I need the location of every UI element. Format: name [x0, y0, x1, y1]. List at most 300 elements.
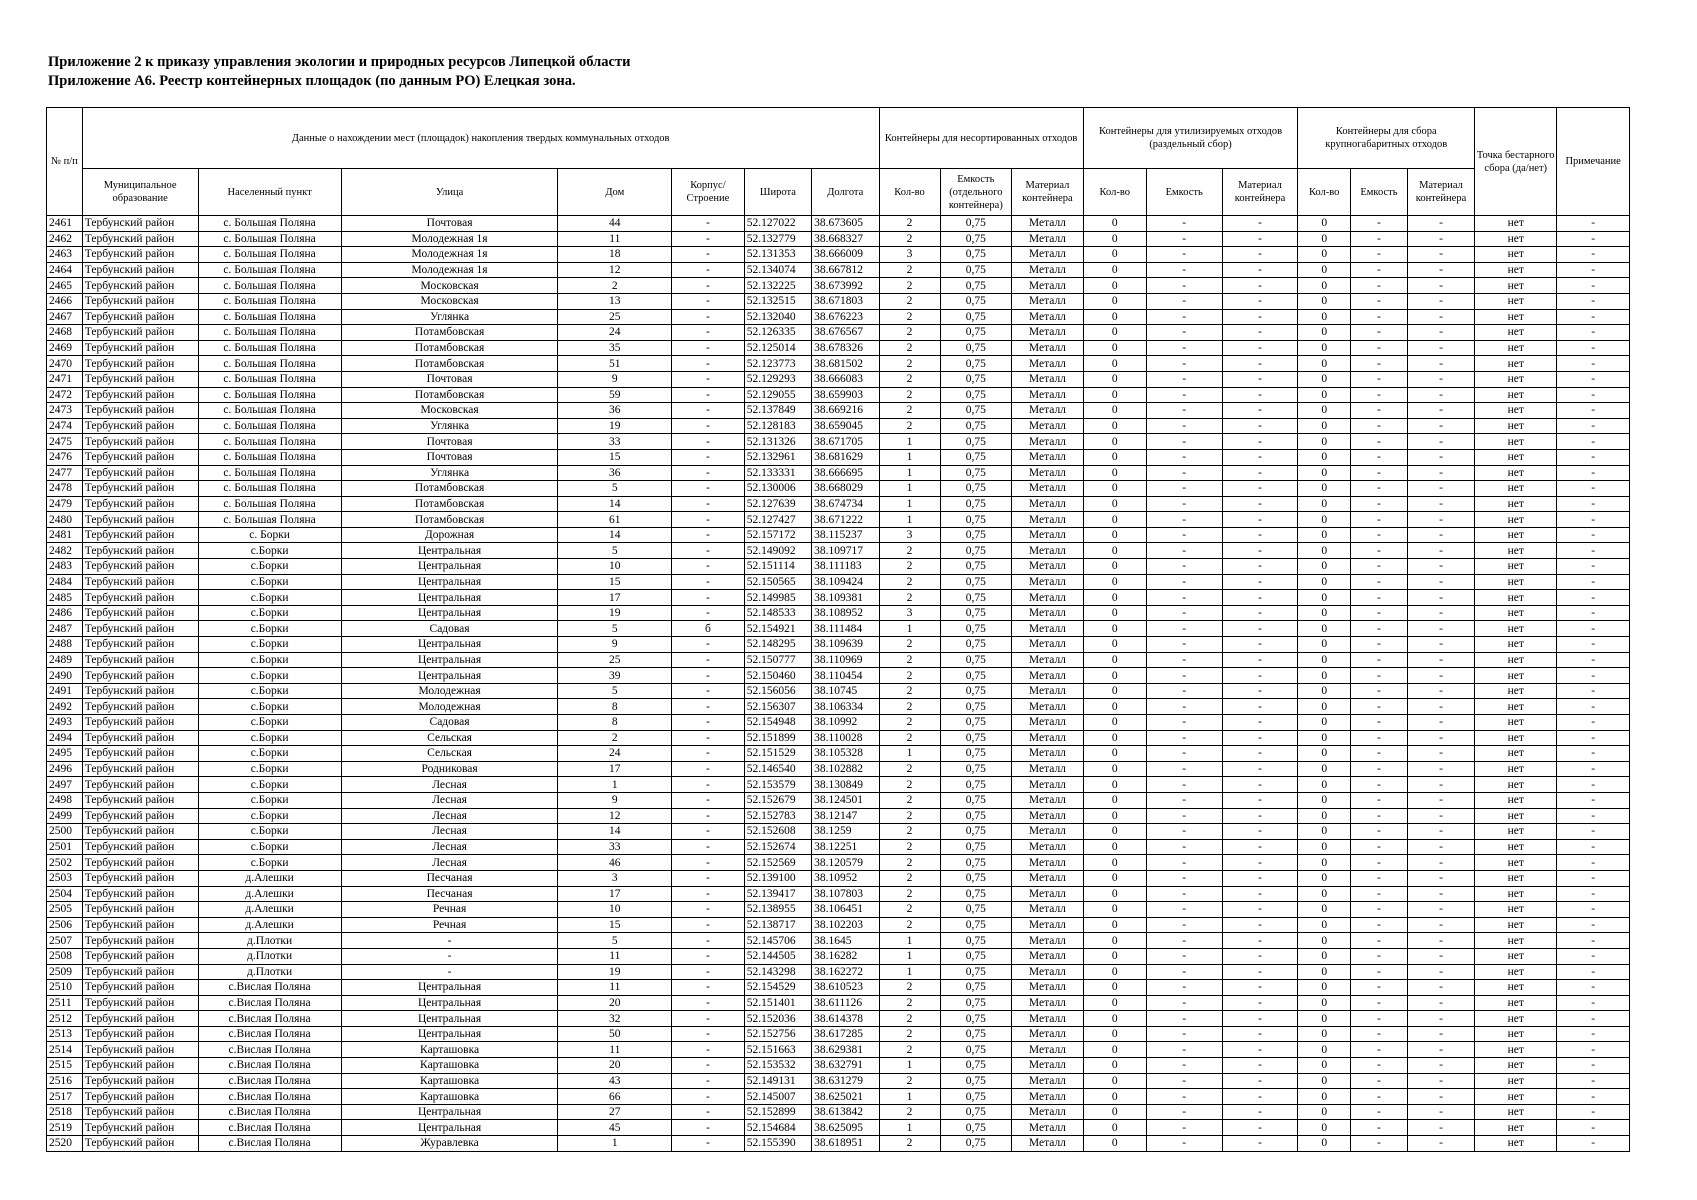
- cell-building: -: [672, 434, 745, 450]
- cell-mixed-material: Металл: [1012, 231, 1084, 247]
- cell-separate-count: 0: [1083, 839, 1146, 855]
- cell-separate-capacity: -: [1146, 216, 1222, 232]
- cell-num: 2494: [47, 730, 83, 746]
- cell-mixed-material: Металл: [1012, 434, 1084, 450]
- cell-lon: 38.111484: [812, 621, 879, 637]
- cell-house: 9: [558, 792, 672, 808]
- cell-separate-material: -: [1222, 356, 1298, 372]
- cell-bulky-material: -: [1407, 995, 1474, 1011]
- cell-separate-count: 0: [1083, 746, 1146, 762]
- cell-separate-count: 0: [1083, 1026, 1146, 1042]
- cell-house: 13: [558, 293, 672, 309]
- cell-building: -: [672, 247, 745, 263]
- cell-mixed-capacity: 0,75: [940, 371, 1012, 387]
- cell-separate-count: 0: [1083, 1120, 1146, 1136]
- cell-lat: 52.152608: [744, 824, 811, 840]
- cell-bulky-material: -: [1407, 387, 1474, 403]
- cell-building: -: [672, 387, 745, 403]
- cell-separate-capacity: -: [1146, 730, 1222, 746]
- cell-municipality: Тербунский район: [82, 870, 198, 886]
- cell-house: 5: [558, 481, 672, 497]
- cell-mixed-count: 2: [879, 387, 940, 403]
- cell-bagless: нет: [1475, 917, 1557, 933]
- cell-separate-material: -: [1222, 590, 1298, 606]
- cell-municipality: Тербунский район: [82, 995, 198, 1011]
- cell-mixed-material: Металл: [1012, 808, 1084, 824]
- cell-street: Песчаная: [341, 886, 558, 902]
- cell-mixed-capacity: 0,75: [940, 839, 1012, 855]
- cell-bulky-count: 0: [1298, 293, 1351, 309]
- cell-bulky-material: -: [1407, 512, 1474, 528]
- cell-separate-capacity: -: [1146, 1011, 1222, 1027]
- cell-separate-material: -: [1222, 777, 1298, 793]
- cell-settlement: с. Большая Поляна: [198, 371, 341, 387]
- cell-lat: 52.145007: [744, 1089, 811, 1105]
- cell-house: 33: [558, 434, 672, 450]
- cell-bulky-material: -: [1407, 1073, 1474, 1089]
- cell-separate-material: -: [1222, 792, 1298, 808]
- cell-municipality: Тербунский район: [82, 1058, 198, 1074]
- table-row: [47, 574, 1630, 590]
- cell-bagless: нет: [1475, 1089, 1557, 1105]
- cell-separate-material: -: [1222, 434, 1298, 450]
- cell-separate-material: -: [1222, 559, 1298, 575]
- cell-lat: 52.131326: [744, 434, 811, 450]
- cell-separate-material: -: [1222, 917, 1298, 933]
- cell-lon: 38.668327: [812, 231, 879, 247]
- cell-bulky-capacity: -: [1351, 699, 1408, 715]
- cell-separate-count: 0: [1083, 325, 1146, 341]
- cell-bulky-capacity: -: [1351, 761, 1408, 777]
- cell-lat: 52.153579: [744, 777, 811, 793]
- cell-separate-material: -: [1222, 1026, 1298, 1042]
- table-row: [47, 1104, 1630, 1120]
- cell-lat: 52.152756: [744, 1026, 811, 1042]
- cell-note: -: [1557, 995, 1630, 1011]
- table-row: [47, 1011, 1630, 1027]
- header-separate-material: Материал контейнера: [1222, 169, 1298, 216]
- cell-building: -: [672, 1089, 745, 1105]
- cell-building: -: [672, 403, 745, 419]
- cell-separate-material: -: [1222, 870, 1298, 886]
- cell-separate-count: 0: [1083, 574, 1146, 590]
- cell-bagless: нет: [1475, 715, 1557, 731]
- cell-mixed-count: 2: [879, 278, 940, 294]
- cell-note: -: [1557, 1073, 1630, 1089]
- cell-bulky-count: 0: [1298, 715, 1351, 731]
- cell-separate-capacity: -: [1146, 496, 1222, 512]
- table-row: [47, 527, 1630, 543]
- cell-note: -: [1557, 216, 1630, 232]
- cell-separate-material: -: [1222, 309, 1298, 325]
- cell-bulky-capacity: -: [1351, 870, 1408, 886]
- cell-municipality: Тербунский район: [82, 590, 198, 606]
- cell-bulky-count: 0: [1298, 371, 1351, 387]
- cell-street: Центральная: [341, 1011, 558, 1027]
- cell-separate-capacity: -: [1146, 590, 1222, 606]
- cell-lon: 38.668029: [812, 481, 879, 497]
- cell-separate-capacity: -: [1146, 715, 1222, 731]
- cell-separate-material: -: [1222, 1120, 1298, 1136]
- cell-note: -: [1557, 1136, 1630, 1152]
- cell-mixed-capacity: 0,75: [940, 543, 1012, 559]
- cell-separate-capacity: -: [1146, 746, 1222, 762]
- cell-lon: 38.659045: [812, 418, 879, 434]
- cell-mixed-count: 2: [879, 777, 940, 793]
- cell-municipality: Тербунский район: [82, 933, 198, 949]
- cell-bulky-count: 0: [1298, 761, 1351, 777]
- cell-bulky-count: 0: [1298, 1026, 1351, 1042]
- cell-bagless: нет: [1475, 1042, 1557, 1058]
- header-location-group: Данные о нахождении мест (площадок) накопления твердых коммунальных отходов: [82, 108, 879, 169]
- cell-settlement: с.Борки: [198, 715, 341, 731]
- cell-separate-material: -: [1222, 839, 1298, 855]
- table-row: [47, 403, 1630, 419]
- cell-separate-material: -: [1222, 247, 1298, 263]
- table-row: [47, 262, 1630, 278]
- cell-lon: 38.110969: [812, 652, 879, 668]
- table-row: [47, 683, 1630, 699]
- cell-separate-material: -: [1222, 824, 1298, 840]
- cell-house: 14: [558, 496, 672, 512]
- cell-bulky-capacity: -: [1351, 1011, 1408, 1027]
- cell-mixed-material: Металл: [1012, 995, 1084, 1011]
- cell-lat: 52.151529: [744, 746, 811, 762]
- cell-house: 46: [558, 855, 672, 871]
- cell-municipality: Тербунский район: [82, 356, 198, 372]
- cell-building: -: [672, 574, 745, 590]
- cell-bulky-capacity: -: [1351, 824, 1408, 840]
- cell-num: 2484: [47, 574, 83, 590]
- cell-bulky-capacity: -: [1351, 574, 1408, 590]
- table-row: [47, 418, 1630, 434]
- cell-municipality: Тербунский район: [82, 980, 198, 996]
- cell-mixed-material: Металл: [1012, 964, 1084, 980]
- cell-house: 44: [558, 216, 672, 232]
- cell-lat: 52.152679: [744, 792, 811, 808]
- cell-bagless: нет: [1475, 559, 1557, 575]
- cell-note: -: [1557, 746, 1630, 762]
- cell-separate-material: -: [1222, 1058, 1298, 1074]
- cell-note: -: [1557, 325, 1630, 341]
- cell-bulky-count: 0: [1298, 917, 1351, 933]
- cell-bulky-material: -: [1407, 715, 1474, 731]
- cell-note: -: [1557, 481, 1630, 497]
- cell-bulky-capacity: -: [1351, 683, 1408, 699]
- cell-building: -: [672, 465, 745, 481]
- cell-building: -: [672, 605, 745, 621]
- table-row: [47, 1042, 1630, 1058]
- cell-bulky-capacity: -: [1351, 777, 1408, 793]
- cell-bulky-material: -: [1407, 808, 1474, 824]
- cell-settlement: с.Борки: [198, 621, 341, 637]
- cell-note: -: [1557, 917, 1630, 933]
- cell-num: 2481: [47, 527, 83, 543]
- cell-house: 8: [558, 715, 672, 731]
- cell-street: Лесная: [341, 777, 558, 793]
- cell-mixed-count: 1: [879, 465, 940, 481]
- cell-bulky-material: -: [1407, 1104, 1474, 1120]
- cell-street: Центральная: [341, 652, 558, 668]
- cell-lat: 52.133331: [744, 465, 811, 481]
- header-lon: Долгота: [812, 169, 879, 216]
- cell-separate-capacity: -: [1146, 855, 1222, 871]
- cell-separate-material: -: [1222, 574, 1298, 590]
- cell-mixed-count: 1: [879, 933, 940, 949]
- table-row: [47, 481, 1630, 497]
- cell-separate-material: -: [1222, 231, 1298, 247]
- cell-lat: 52.128183: [744, 418, 811, 434]
- cell-settlement: с.Вислая Поляна: [198, 1026, 341, 1042]
- cell-bulky-material: -: [1407, 403, 1474, 419]
- cell-house: 14: [558, 527, 672, 543]
- cell-separate-count: 0: [1083, 278, 1146, 294]
- cell-bulky-capacity: -: [1351, 434, 1408, 450]
- cell-mixed-count: 2: [879, 403, 940, 419]
- cell-settlement: с.Борки: [198, 559, 341, 575]
- cell-bagless: нет: [1475, 995, 1557, 1011]
- cell-separate-capacity: -: [1146, 980, 1222, 996]
- cell-settlement: с. Большая Поляна: [198, 387, 341, 403]
- cell-num: 2497: [47, 777, 83, 793]
- cell-mixed-material: Металл: [1012, 870, 1084, 886]
- cell-bulky-count: 0: [1298, 1042, 1351, 1058]
- cell-municipality: Тербунский район: [82, 605, 198, 621]
- cell-bulky-count: 0: [1298, 808, 1351, 824]
- title-line-2: Приложение А6. Реестр контейнерных площадок (по данным РО) Елецкая зона.: [48, 73, 576, 89]
- cell-mixed-capacity: 0,75: [940, 590, 1012, 606]
- header-lat: Широта: [744, 169, 811, 216]
- cell-separate-capacity: -: [1146, 512, 1222, 528]
- cell-lon: 38.629381: [812, 1042, 879, 1058]
- cell-municipality: Тербунский район: [82, 824, 198, 840]
- cell-settlement: д.Плотки: [198, 948, 341, 964]
- cell-separate-count: 0: [1083, 1011, 1146, 1027]
- cell-note: -: [1557, 637, 1630, 653]
- cell-bulky-count: 0: [1298, 1136, 1351, 1152]
- cell-bulky-capacity: -: [1351, 496, 1408, 512]
- cell-separate-capacity: -: [1146, 559, 1222, 575]
- cell-bulky-capacity: -: [1351, 527, 1408, 543]
- cell-lon: 38.669216: [812, 403, 879, 419]
- cell-mixed-material: Металл: [1012, 980, 1084, 996]
- cell-mixed-material: Металл: [1012, 886, 1084, 902]
- cell-lon: 38.617285: [812, 1026, 879, 1042]
- cell-bulky-material: -: [1407, 621, 1474, 637]
- cell-mixed-material: Металл: [1012, 449, 1084, 465]
- cell-num: 2468: [47, 325, 83, 341]
- cell-mixed-material: Металл: [1012, 465, 1084, 481]
- cell-mixed-count: 2: [879, 216, 940, 232]
- cell-municipality: Тербунский район: [82, 948, 198, 964]
- cell-municipality: Тербунский район: [82, 1042, 198, 1058]
- cell-mixed-count: 3: [879, 247, 940, 263]
- cell-settlement: с.Борки: [198, 637, 341, 653]
- cell-house: 15: [558, 449, 672, 465]
- cell-bagless: нет: [1475, 371, 1557, 387]
- cell-separate-capacity: -: [1146, 668, 1222, 684]
- cell-separate-capacity: -: [1146, 449, 1222, 465]
- cell-mixed-capacity: 0,75: [940, 1073, 1012, 1089]
- cell-municipality: Тербунский район: [82, 621, 198, 637]
- table-row: [47, 543, 1630, 559]
- cell-municipality: Тербунский район: [82, 1136, 198, 1152]
- cell-mixed-count: 2: [879, 293, 940, 309]
- cell-lon: 38.625095: [812, 1120, 879, 1136]
- cell-mixed-count: 2: [879, 309, 940, 325]
- cell-lon: 38.115237: [812, 527, 879, 543]
- cell-mixed-capacity: 0,75: [940, 216, 1012, 232]
- cell-separate-capacity: -: [1146, 902, 1222, 918]
- cell-bulky-capacity: -: [1351, 371, 1408, 387]
- cell-separate-material: -: [1222, 761, 1298, 777]
- table-row: [47, 761, 1630, 777]
- cell-separate-count: 0: [1083, 652, 1146, 668]
- table-row: [47, 340, 1630, 356]
- table-row: [47, 496, 1630, 512]
- cell-bulky-count: 0: [1298, 668, 1351, 684]
- cell-note: -: [1557, 465, 1630, 481]
- cell-separate-capacity: -: [1146, 792, 1222, 808]
- cell-lat: 52.129293: [744, 371, 811, 387]
- cell-settlement: с.Вислая Поляна: [198, 1073, 341, 1089]
- table-row: [47, 980, 1630, 996]
- cell-lat: 52.151114: [744, 559, 811, 575]
- cell-separate-material: -: [1222, 746, 1298, 762]
- cell-mixed-count: 2: [879, 325, 940, 341]
- cell-note: -: [1557, 293, 1630, 309]
- cell-bagless: нет: [1475, 621, 1557, 637]
- cell-note: -: [1557, 371, 1630, 387]
- cell-note: -: [1557, 512, 1630, 528]
- cell-separate-capacity: -: [1146, 371, 1222, 387]
- header-bagless: Точка бестарного сбора (да/нет): [1475, 108, 1557, 216]
- cell-lon: 38.610523: [812, 980, 879, 996]
- cell-lon: 38.673605: [812, 216, 879, 232]
- cell-mixed-capacity: 0,75: [940, 465, 1012, 481]
- table-row: [47, 371, 1630, 387]
- cell-bagless: нет: [1475, 902, 1557, 918]
- cell-lon: 38.611126: [812, 995, 879, 1011]
- cell-num: 2480: [47, 512, 83, 528]
- cell-bagless: нет: [1475, 543, 1557, 559]
- cell-bulky-material: -: [1407, 1120, 1474, 1136]
- cell-lat: 52.152674: [744, 839, 811, 855]
- cell-bagless: нет: [1475, 1120, 1557, 1136]
- cell-municipality: Тербунский район: [82, 886, 198, 902]
- cell-mixed-count: 2: [879, 340, 940, 356]
- cell-mixed-material: Металл: [1012, 309, 1084, 325]
- cell-separate-count: 0: [1083, 527, 1146, 543]
- cell-street: Углянка: [341, 309, 558, 325]
- cell-building: -: [672, 761, 745, 777]
- cell-separate-material: -: [1222, 262, 1298, 278]
- cell-mixed-count: 1: [879, 481, 940, 497]
- cell-separate-count: 0: [1083, 902, 1146, 918]
- table-row: [47, 730, 1630, 746]
- cell-bulky-material: -: [1407, 902, 1474, 918]
- cell-separate-count: 0: [1083, 559, 1146, 575]
- cell-bulky-material: -: [1407, 1058, 1474, 1074]
- cell-bagless: нет: [1475, 668, 1557, 684]
- cell-mixed-material: Металл: [1012, 1073, 1084, 1089]
- cell-note: -: [1557, 543, 1630, 559]
- cell-note: -: [1557, 933, 1630, 949]
- cell-separate-capacity: -: [1146, 652, 1222, 668]
- cell-bulky-count: 0: [1298, 746, 1351, 762]
- cell-bulky-capacity: -: [1351, 715, 1408, 731]
- cell-street: Центральная: [341, 1026, 558, 1042]
- cell-mixed-material: Металл: [1012, 605, 1084, 621]
- cell-separate-material: -: [1222, 371, 1298, 387]
- cell-house: 43: [558, 1073, 672, 1089]
- cell-separate-capacity: -: [1146, 917, 1222, 933]
- cell-mixed-capacity: 0,75: [940, 340, 1012, 356]
- cell-settlement: с.Борки: [198, 730, 341, 746]
- cell-settlement: с.Борки: [198, 574, 341, 590]
- cell-mixed-material: Металл: [1012, 792, 1084, 808]
- cell-lat: 52.132961: [744, 449, 811, 465]
- cell-mixed-capacity: 0,75: [940, 527, 1012, 543]
- cell-separate-count: 0: [1083, 543, 1146, 559]
- cell-bulky-material: -: [1407, 761, 1474, 777]
- cell-mixed-material: Металл: [1012, 746, 1084, 762]
- cell-settlement: с. Большая Поляна: [198, 434, 341, 450]
- cell-bulky-count: 0: [1298, 839, 1351, 855]
- cell-num: 2470: [47, 356, 83, 372]
- cell-num: 2495: [47, 746, 83, 762]
- cell-separate-count: 0: [1083, 512, 1146, 528]
- cell-mixed-material: Металл: [1012, 512, 1084, 528]
- cell-house: 36: [558, 403, 672, 419]
- cell-num: 2463: [47, 247, 83, 263]
- cell-mixed-capacity: 0,75: [940, 1104, 1012, 1120]
- cell-building: -: [672, 512, 745, 528]
- table-row: [47, 699, 1630, 715]
- cell-bulky-capacity: -: [1351, 839, 1408, 855]
- cell-municipality: Тербунский район: [82, 418, 198, 434]
- cell-num: 2467: [47, 309, 83, 325]
- cell-building: -: [672, 777, 745, 793]
- table-row: [47, 948, 1630, 964]
- cell-municipality: Тербунский район: [82, 792, 198, 808]
- cell-num: 2471: [47, 371, 83, 387]
- cell-separate-material: -: [1222, 1042, 1298, 1058]
- cell-lat: 52.154948: [744, 715, 811, 731]
- cell-bagless: нет: [1475, 1104, 1557, 1120]
- cell-bulky-count: 0: [1298, 777, 1351, 793]
- cell-bagless: нет: [1475, 293, 1557, 309]
- cell-bulky-material: -: [1407, 839, 1474, 855]
- cell-bulky-capacity: -: [1351, 418, 1408, 434]
- cell-mixed-material: Металл: [1012, 247, 1084, 263]
- cell-building: -: [672, 1120, 745, 1136]
- table-row: [47, 824, 1630, 840]
- cell-mixed-capacity: 0,75: [940, 668, 1012, 684]
- cell-mixed-count: 2: [879, 559, 940, 575]
- cell-num: 2489: [47, 652, 83, 668]
- cell-mixed-count: 2: [879, 792, 940, 808]
- cell-mixed-capacity: 0,75: [940, 824, 1012, 840]
- cell-municipality: Тербунский район: [82, 746, 198, 762]
- cell-lon: 38.681629: [812, 449, 879, 465]
- cell-bulky-capacity: -: [1351, 590, 1408, 606]
- cell-separate-count: 0: [1083, 481, 1146, 497]
- table-row: [47, 621, 1630, 637]
- cell-mixed-count: 2: [879, 683, 940, 699]
- cell-bagless: нет: [1475, 340, 1557, 356]
- cell-bulky-material: -: [1407, 293, 1474, 309]
